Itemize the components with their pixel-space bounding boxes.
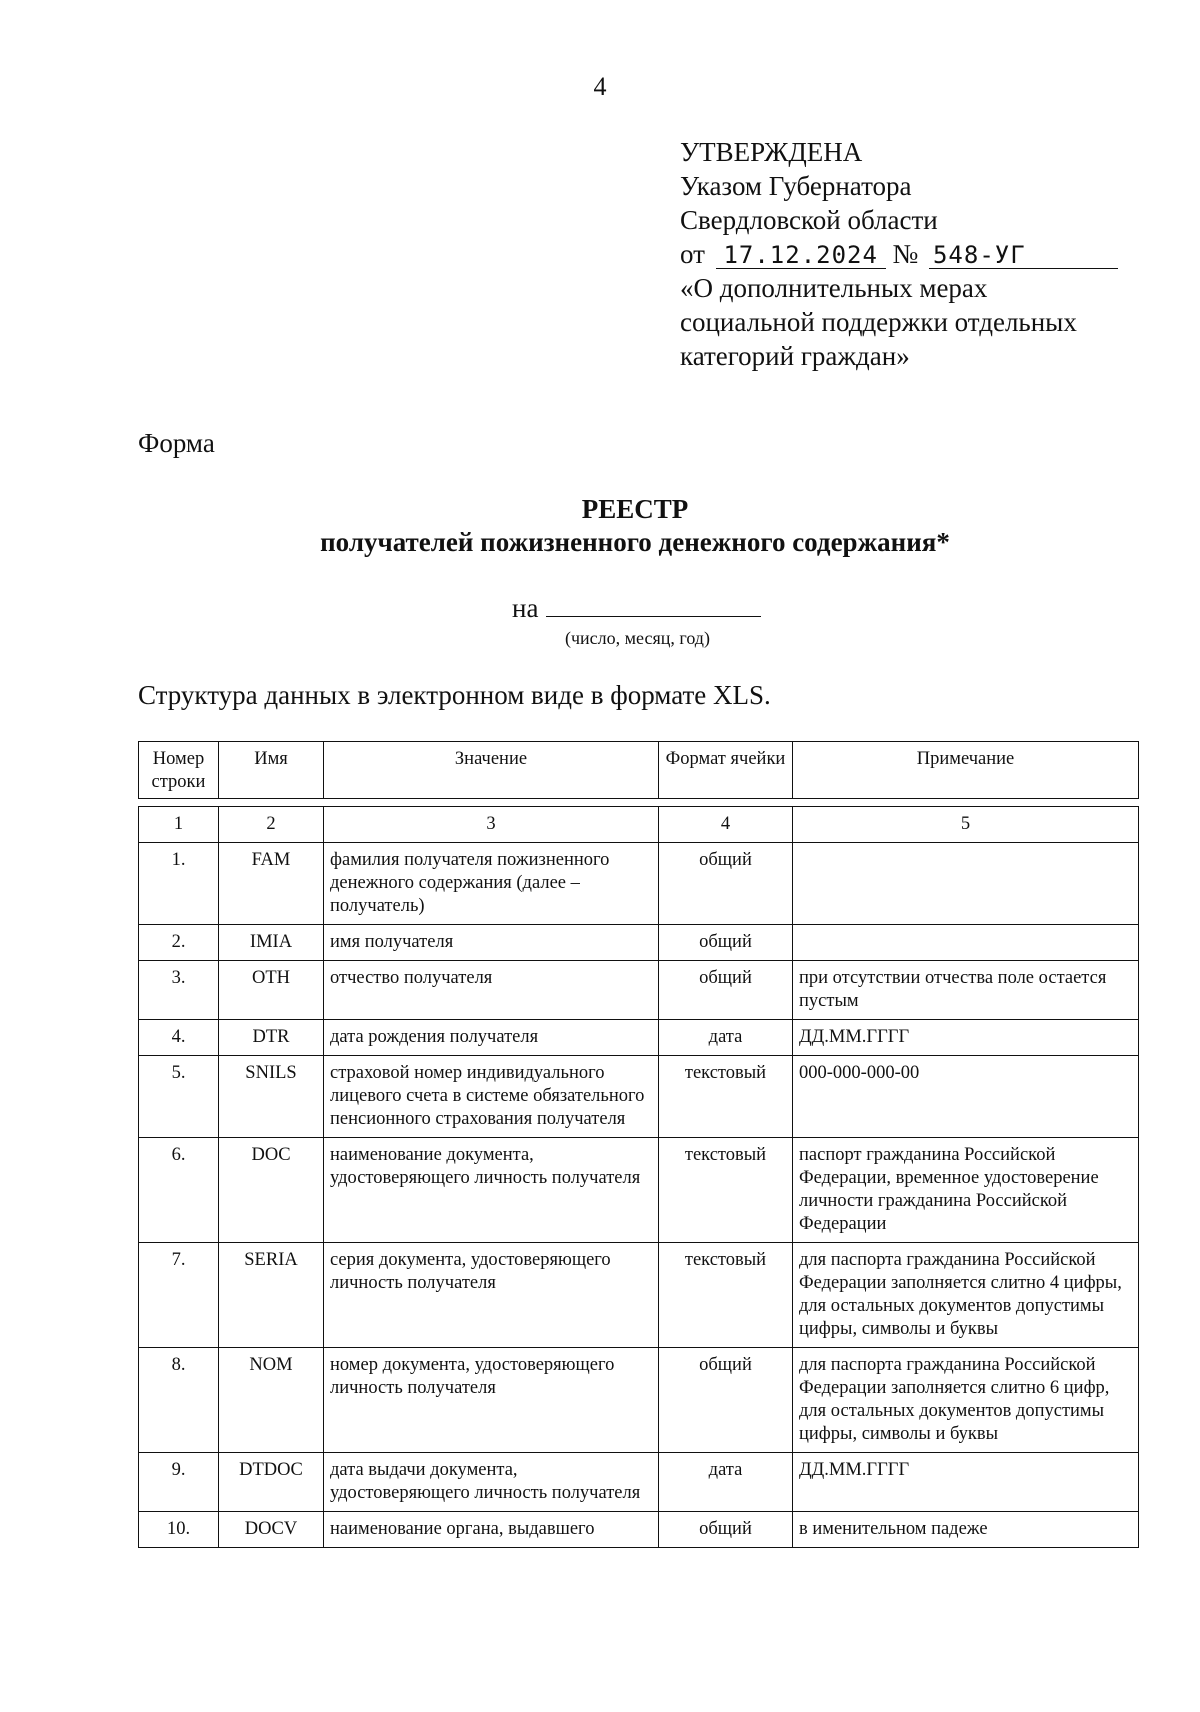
field-value-cell: серия документа, удостоверяющего личность получателя [324,1243,659,1348]
cell-format-cell: текстовый [659,1056,793,1138]
row-number-cell: 9. [139,1453,219,1512]
row-number-cell: 6. [139,1138,219,1243]
column-number: 2 [219,807,324,843]
note-cell: при отсутствии отчества поле остается пустым [793,961,1139,1020]
field-name-cell: SERIA [219,1243,324,1348]
field-name-cell: OTH [219,961,324,1020]
field-name-cell: NOM [219,1348,324,1453]
cell-format-cell: общий [659,1348,793,1453]
field-value-cell: номер документа, удостоверяющего личность получателя [324,1348,659,1453]
field-name-cell: SNILS [219,1056,324,1138]
cell-format-cell: общий [659,961,793,1020]
table-row [139,961,1139,1020]
field-value-cell: наименование документа, удостоверяющего личность получателя [324,1138,659,1243]
row-number-cell: 5. [139,1056,219,1138]
form-label: Форма [138,428,215,458]
cell-format-cell: дата [659,1453,793,1512]
column-number-row [139,807,1139,843]
field-value-cell: фамилия получателя пожизненного денежного содержания (далее – получатель) [324,843,659,925]
header-cell-note: Примечание [793,742,1139,799]
column-number: 1 [139,807,219,843]
registry-title: РЕЕСТР [581,494,689,524]
approval-title: УТВЕРЖДЕНА [680,137,863,167]
cell-format-cell: общий [659,843,793,925]
date-blank-line [546,592,761,617]
row-number-cell: 8. [139,1348,219,1453]
field-value-cell: отчество получателя [324,961,659,1020]
table-row [139,843,1139,925]
data-table-body [139,807,1139,1548]
header-cell-number: Номер строки [139,742,219,799]
note-cell: паспорт гражданина Российской Федерации, временное удостоверение личности гражданина Российской Федерации [793,1138,1139,1243]
header-cell-value: Значение [324,742,659,799]
field-value-cell: страховой номер индивидуального лицевого счета в системе обязательного пенсионного страхования получателя [324,1056,659,1138]
page-number: 4 [593,72,607,101]
note-cell [793,843,1139,925]
table-row [139,1512,1139,1548]
field-value-cell: дата выдачи документа, удостоверяющего личность получателя [324,1453,659,1512]
approval-authority: Указом Губернатора [680,171,912,201]
approval-date: 17.12.2024 [716,242,886,269]
note-cell: в именительном падеже [793,1512,1139,1548]
approval-block [680,135,1118,373]
field-name-cell: DTR [219,1020,324,1056]
note-cell: ДД.ММ.ГГГГ [793,1020,1139,1056]
column-number: 4 [659,807,793,843]
approval-number: 548-УГ [929,242,1118,269]
cell-format-cell: текстовый [659,1243,793,1348]
column-number: 3 [324,807,659,843]
structure-heading: Структура данных в электронном виде в формате XLS. [138,680,771,710]
date-hint: (число, месяц, год) [565,628,710,648]
field-name-cell: IMIA [219,925,324,961]
header-table [138,741,1139,799]
approval-decree-title-1: «О дополнительных мерах [680,273,988,303]
cell-format-cell: общий [659,1512,793,1548]
cell-format-cell: текстовый [659,1138,793,1243]
table-row [139,1056,1139,1138]
table-row [139,1453,1139,1512]
field-value-cell: имя получателя [324,925,659,961]
row-number-cell: 7. [139,1243,219,1348]
field-name-cell: DTDOC [219,1453,324,1512]
field-name-cell: FAM [219,843,324,925]
approval-from-label: от [680,239,705,269]
row-number-cell: 4. [139,1020,219,1056]
approval-decree-title-3: категорий граждан» [680,341,910,371]
table-row [139,1020,1139,1056]
cell-format-cell: дата [659,1020,793,1056]
approval-number-sign: № [892,239,919,269]
row-number-cell: 2. [139,925,219,961]
field-value-cell: дата рождения получателя [324,1020,659,1056]
row-number-cell: 3. [139,961,219,1020]
note-cell: для паспорта гражданина Российской Федерации заполняется слитно 4 цифры, для остальных документов допустимы цифры, символы и буквы [793,1243,1139,1348]
row-number-cell: 10. [139,1512,219,1548]
column-number: 5 [793,807,1139,843]
table-row [139,1243,1139,1348]
table-row [139,1348,1139,1453]
note-cell: для паспорта гражданина Российской Федерации заполняется слитно 6 цифр, для остальных документов допустимы цифры, символы и буквы [793,1348,1139,1453]
field-value-cell: наименование органа, выдавшего [324,1512,659,1548]
cell-format-cell: общий [659,925,793,961]
field-name-cell: DOCV [219,1512,324,1548]
registry-subtitle: получателей пожизненного денежного содержания* [320,527,950,557]
approval-region: Свердловской области [680,205,938,235]
data-table [138,806,1139,1548]
note-cell: 000-000-000-00 [793,1056,1139,1138]
header-cell-name: Имя [219,742,324,799]
date-prefix: на [512,593,539,623]
table-row [139,1138,1139,1243]
table-row [139,925,1139,961]
approval-decree-title-2: социальной поддержки отдельных [680,307,1077,337]
header-cell-format: Формат ячейки [659,742,793,799]
row-number-cell: 1. [139,843,219,925]
note-cell [793,925,1139,961]
approval-date-line [680,237,1118,271]
note-cell: ДД.ММ.ГГГГ [793,1453,1139,1512]
field-name-cell: DOC [219,1138,324,1243]
registry-date [512,592,761,624]
